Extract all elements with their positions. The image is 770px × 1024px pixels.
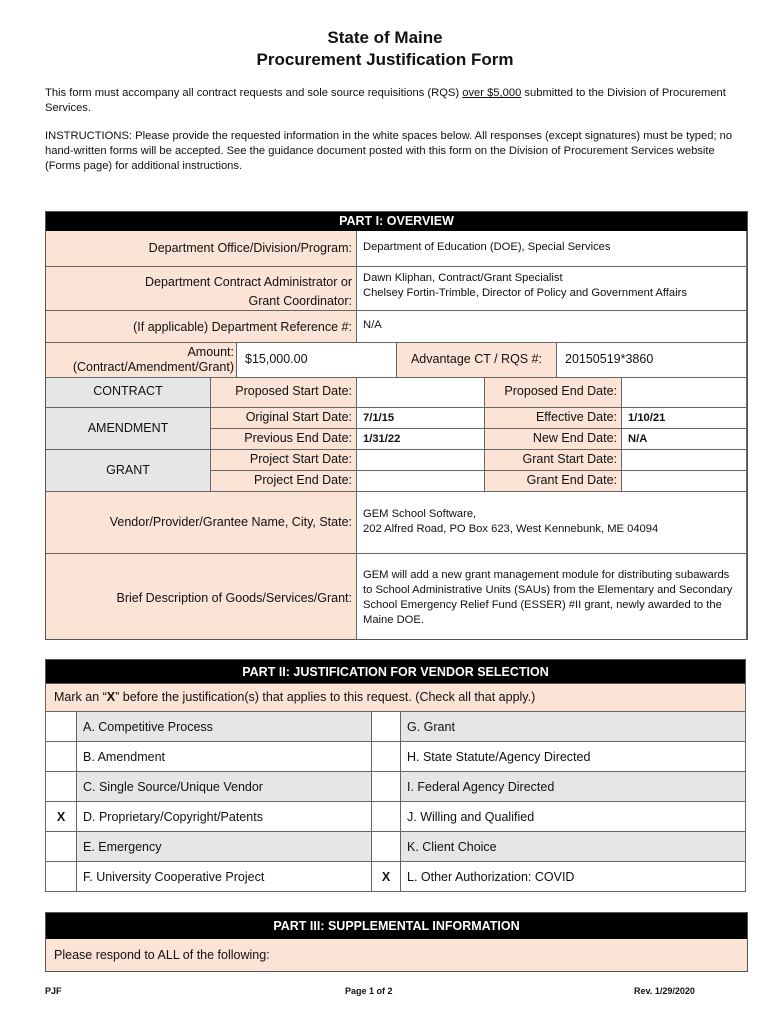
contract-start-label: Proposed Start Date: — [211, 378, 357, 408]
part2-instructions — [45, 684, 746, 711]
orig-start-label: Original Start Date: — [211, 408, 357, 429]
project-end-label: Project End Date: — [211, 471, 357, 492]
description-label: Brief Description of Goods/Services/Grant: — [46, 554, 357, 639]
project-start-field[interactable] — [357, 450, 485, 471]
checkbox-left[interactable] — [46, 832, 77, 862]
grant-label: GRANT — [46, 450, 211, 492]
contract-label: CONTRACT — [46, 378, 211, 408]
checkbox-right[interactable] — [372, 712, 401, 742]
justification-table — [45, 711, 746, 892]
vendor-field[interactable] — [357, 492, 747, 554]
prev-end-field[interactable]: 1/31/22 — [357, 429, 485, 450]
option-left: D. Proprietary/Copyright/Patents — [77, 802, 372, 832]
checkbox-left[interactable]: X — [46, 802, 77, 832]
checkbox-right[interactable]: X — [372, 862, 401, 892]
new-end-field[interactable]: N/A — [622, 429, 747, 450]
justification-row — [46, 862, 746, 892]
part1-title: PART I: OVERVIEW — [46, 212, 747, 231]
justification-row — [46, 772, 746, 802]
part2-instr-b: ” before the justification(s) that applies to this request. (Check all that apply.) — [115, 690, 536, 704]
dept-label: Department Office/Division/Program: — [46, 231, 357, 267]
reference-field[interactable]: N/A — [357, 311, 747, 343]
checkbox-left[interactable] — [46, 862, 77, 892]
footer-page-number: Page 1 of 2 — [345, 986, 393, 996]
amendment-label: AMENDMENT — [46, 408, 211, 450]
option-left: E. Emergency — [77, 832, 372, 862]
form-title-line-2: Procurement Justification Form — [256, 50, 514, 69]
part3-instructions: Please respond to ALL of the following: — [46, 939, 747, 971]
dept-field[interactable]: Department of Education (DOE), Special Services — [357, 231, 747, 267]
option-right: J. Willing and Qualified — [401, 802, 746, 832]
checkbox-left[interactable] — [46, 742, 77, 772]
effective-date-field[interactable]: 1/10/21 — [622, 408, 747, 429]
option-right: I. Federal Agency Directed — [401, 772, 746, 802]
option-left: F. University Cooperative Project — [77, 862, 372, 892]
project-start-label: Project Start Date: — [211, 450, 357, 471]
vendor-label: Vendor/Provider/Grantee Name, City, State: — [46, 492, 357, 554]
grant-start-label: Grant Start Date: — [485, 450, 622, 471]
new-end-label: New End Date: — [485, 429, 622, 450]
footer-revision: Rev. 1/29/2020 — [634, 986, 695, 996]
intro-threshold: over $5,000 — [462, 87, 522, 99]
intro-text-b: submitted to the Division of Procurement Services. — [45, 87, 726, 114]
part2-section — [45, 659, 746, 895]
justification-row — [46, 802, 746, 832]
amount-label-line-1: Amount: — [187, 345, 234, 359]
amount-label — [46, 343, 237, 378]
vendor-value-line-2: 202 Alfred Road, PO Box 623, West Kennebunk, ME 04094 — [363, 523, 659, 535]
part2-title: PART II: JUSTIFICATION FOR VENDOR SELECTION — [45, 659, 746, 684]
footer-form-code: PJF — [45, 986, 62, 996]
admin-label-line-1: Department Contract Administrator or — [144, 275, 352, 289]
part3-title: PART III: SUPPLEMENTAL INFORMATION — [46, 913, 747, 939]
prev-end-label: Previous End Date: — [211, 429, 357, 450]
intro-paragraph — [45, 86, 750, 116]
justification-row — [46, 742, 746, 772]
option-left: A. Competitive Process — [77, 712, 372, 742]
option-right: L. Other Authorization: COVID — [401, 862, 746, 892]
admin-field[interactable] — [357, 267, 747, 311]
description-field[interactable]: GEM will add a new grant management module for distributing subawards to School Administrative Units (SAUs) from the Elementary and Secondary School Emergency Relief Fund (ESSER) #II grant, newly awarded to the Maine DOE. — [357, 554, 747, 639]
option-left: B. Amendment — [77, 742, 372, 772]
admin-value-line-1: Dawn Kliphan, Contract/Grant Specialist — [363, 272, 563, 284]
part3-section — [45, 912, 748, 972]
checkbox-right[interactable] — [372, 832, 401, 862]
part2-instr-x: X — [106, 690, 116, 704]
part2-instr-a: Mark an “ — [54, 690, 107, 704]
project-end-field[interactable] — [357, 471, 485, 492]
form-title-line-1: State of Maine — [327, 28, 443, 47]
contract-start-field[interactable] — [357, 378, 485, 408]
amount-field[interactable]: $15,000.00 — [237, 343, 397, 378]
grant-end-label: Grant End Date: — [485, 471, 622, 492]
option-right: G. Grant — [401, 712, 746, 742]
contract-end-field[interactable] — [622, 378, 747, 408]
checkbox-right[interactable] — [372, 772, 401, 802]
option-right: K. Client Choice — [401, 832, 746, 862]
checkbox-left[interactable] — [46, 712, 77, 742]
grant-start-field[interactable] — [622, 450, 747, 471]
option-right: H. State Statute/Agency Directed — [401, 742, 746, 772]
justification-row — [46, 832, 746, 862]
checkbox-right[interactable] — [372, 742, 401, 772]
rqs-field[interactable]: 20150519*3860 — [557, 343, 747, 378]
reference-label: (If applicable) Department Reference #: — [46, 311, 357, 343]
checkbox-right[interactable] — [372, 802, 401, 832]
amount-label-line-2: (Contract/Amendment/Grant) — [72, 360, 234, 374]
admin-label-line-2: Grant Coordinator: — [248, 294, 352, 308]
contract-end-label: Proposed End Date: — [485, 378, 622, 408]
admin-label — [46, 267, 357, 311]
vendor-value-line-1: GEM School Software, — [363, 508, 477, 520]
grant-end-field[interactable] — [622, 471, 747, 492]
admin-value-line-2: Chelsey Fortin-Trimble, Director of Policy and Government Affairs — [363, 287, 687, 299]
option-left: C. Single Source/Unique Vendor — [77, 772, 372, 802]
instructions-paragraph: INSTRUCTIONS: Please provide the requested information in the white spaces below. All responses (except signatures) must be typed; no hand-written forms will be accepted. See the guidance document posted with this form on the Division of Procurement Services website (Forms page) for additional instructions. — [45, 130, 733, 172]
part1-section — [45, 211, 748, 640]
intro-text-a: This form must accompany all contract requests and sole source requisitions (RQS) — [45, 87, 460, 99]
orig-start-field[interactable]: 7/1/15 — [357, 408, 485, 429]
effective-date-label: Effective Date: — [485, 408, 622, 429]
checkbox-left[interactable] — [46, 772, 77, 802]
rqs-label: Advantage CT / RQS #: — [397, 343, 557, 378]
justification-row — [46, 712, 746, 742]
